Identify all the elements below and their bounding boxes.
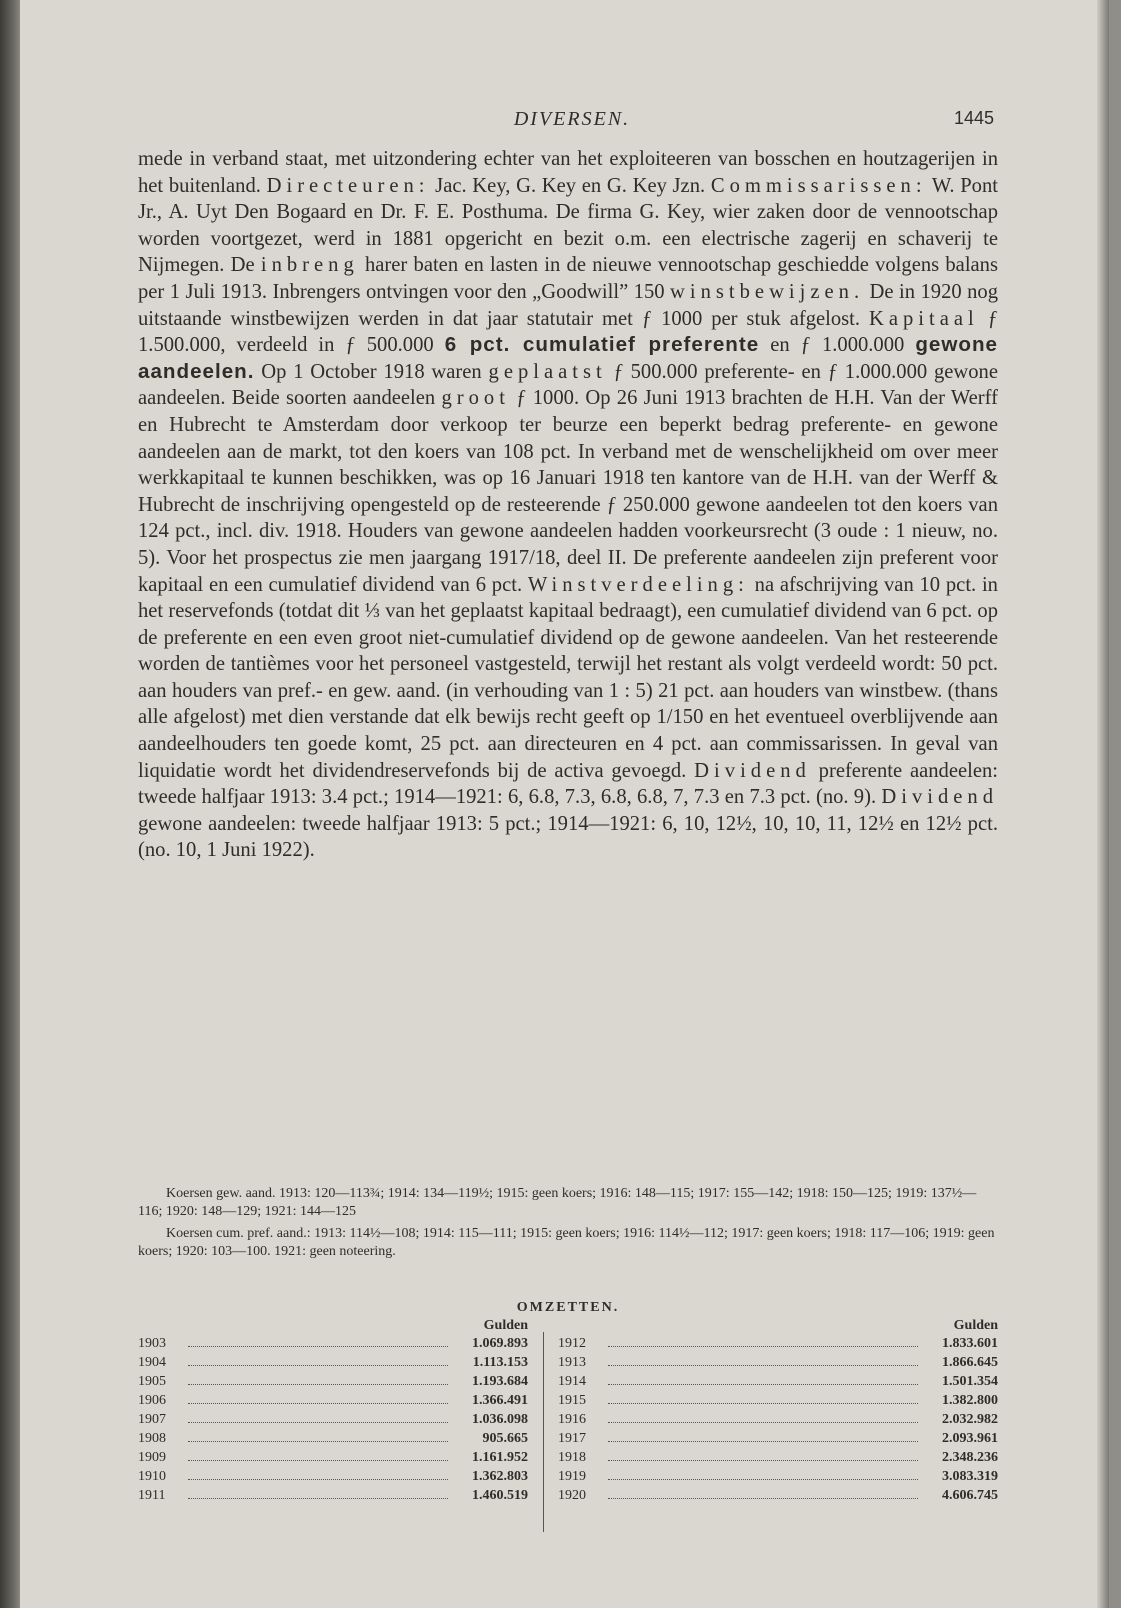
paragraph-segment: mede in verband staat, met uitzondering echter van het exploiteeren van bosschen en houtzagerijen in het buitenland. — [138, 148, 998, 197]
value-cell: 1.382.800 — [942, 1393, 998, 1408]
paragraph-segment: W. Pont Jr., A. Uyt Den Bogaard en Dr. F. E. Posthuma. De firma G. Key, wier zaken door de vennootschap worden voortgezet, werd in 1881 opgericht en bezit o.m. een electrische zagerij en schaverij te Nijmegen. De — [138, 174, 998, 277]
year-cell: 1918 — [558, 1450, 586, 1465]
main-paragraph — [138, 146, 998, 864]
paragraph-segment: inbreng — [260, 254, 359, 277]
unit-label-left: Gulden — [483, 1318, 528, 1333]
dot-leader — [608, 1346, 918, 1347]
year-cell: 1908 — [138, 1431, 166, 1446]
value-cell: 1.362.803 — [472, 1469, 528, 1484]
year-cell: 1906 — [138, 1393, 166, 1408]
table-row — [558, 1336, 998, 1355]
dot-leader — [188, 1460, 448, 1461]
paragraph-segment: ƒ 1000. Op 26 Juni 1913 brachten de H.H. Van der Werff en Hubrecht te Amsterdam door verkoop ter beurze een beperkt bedrag preferente- en gewone aandeelen aan de markt, tot den koers van 108 pct. In verband met de wenschelijkheid om over meer werkkapitaal te kunnen beschikken, was op 16 Januari 1918 ten kantore van de H.H. van der Werff & Hubrecht de inschrijving opengesteld op de resteerende ƒ 250.000 gewone aandeelen tot den koers van 124 pct., incl. div. 1918. Houders van gewone aandeelen hadden voorkeursrecht (3 oude : 1 nieuw, no. 5). Voor het prospectus zie men jaargang 1917/18, deel II. De preferente aandeelen zijn preferent voor kapitaal en een cumulatief dividend van 6 pct. — [138, 387, 998, 596]
company-description — [138, 146, 998, 864]
paragraph-segment: Dividend — [881, 786, 998, 809]
koersen-block — [138, 1185, 998, 1265]
dot-leader — [188, 1441, 448, 1442]
year-cell: 1909 — [138, 1450, 166, 1465]
value-cell: 3.083.319 — [942, 1469, 998, 1484]
koersen-preferente: Koersen cum. pref. aand.: 1913: 114½—108; 1914: 115—111; 1915: geen koers; 1916: 114½—112; 1917: geen koers; 1918: 117—106; 1919: geen koers; 1920: 103—100. 1921: geen noteering. — [138, 1226, 995, 1259]
paragraph-segment: winstbewijzen. — [670, 280, 865, 303]
table-row — [558, 1393, 998, 1412]
table-row — [558, 1355, 998, 1374]
table-row — [138, 1393, 528, 1412]
paragraph-segment: gewone aandeelen: tweede halfjaar 1913: 5 pct.; 1914—1921: 6, 10, 12½, 10, 10, 11, 12½ en 12½ pct. (no. 10, 1 Juni 1922). — [138, 812, 998, 862]
table-row — [558, 1431, 998, 1450]
paragraph-segment: preferente aandeelen: tweede halfjaar 1913: 3.4 pct.; 1914—1921: 6, 6.8, 7.3, 6.8, 6.8, 7, 7.3 en 7.3 pct. (no. 9). — [138, 759, 998, 809]
table-row — [558, 1469, 998, 1488]
paragraph-segment: ƒ 1.500.000, verdeeld in ƒ 500.000 — [138, 307, 999, 357]
table-row — [558, 1374, 998, 1393]
dot-leader — [188, 1346, 448, 1347]
dot-leader — [608, 1384, 918, 1385]
year-cell: 1917 — [558, 1431, 586, 1446]
year-cell: 1911 — [138, 1488, 166, 1503]
omzetten-title: OMZETTEN. — [516, 1300, 620, 1315]
paragraph-segment: Jac. Key, G. Key en G. Key Jzn. — [429, 174, 711, 197]
value-cell: 1.036.098 — [472, 1412, 528, 1427]
table-row — [558, 1488, 998, 1507]
dot-leader — [188, 1479, 448, 1480]
dot-leader — [608, 1441, 918, 1442]
value-cell: 1.366.491 — [472, 1393, 528, 1408]
omzetten-table — [138, 1300, 998, 1538]
dot-leader — [188, 1403, 448, 1404]
dot-leader — [608, 1403, 918, 1404]
column-divider — [543, 1332, 544, 1532]
paragraph-segment: Dividend — [694, 759, 811, 782]
dot-leader — [608, 1479, 918, 1480]
table-row — [138, 1374, 528, 1393]
value-cell: 1.866.645 — [942, 1355, 998, 1370]
value-cell: 1.069.893 — [472, 1336, 528, 1351]
table-row — [138, 1450, 528, 1469]
dot-leader — [608, 1460, 918, 1461]
year-cell: 1919 — [558, 1469, 586, 1484]
paragraph-segment: Kapitaal — [869, 307, 979, 330]
omzetten-left-column — [138, 1318, 528, 1507]
year-cell: 1903 — [138, 1336, 166, 1351]
year-cell: 1905 — [138, 1374, 166, 1389]
year-cell: 1904 — [138, 1355, 166, 1370]
unit-label-right: Gulden — [953, 1318, 998, 1333]
year-cell: 1913 — [558, 1355, 586, 1370]
value-cell: 4.606.745 — [942, 1488, 998, 1503]
year-cell: 1916 — [558, 1412, 586, 1427]
table-row — [138, 1336, 528, 1355]
table-row — [558, 1412, 998, 1431]
value-cell: 2.093.961 — [942, 1431, 998, 1446]
dot-leader — [188, 1384, 448, 1385]
table-row — [138, 1488, 528, 1507]
dot-leader — [188, 1365, 448, 1366]
value-cell: 2.032.982 — [942, 1412, 998, 1427]
paragraph-segment: geplaatst — [488, 360, 607, 383]
dot-leader — [188, 1498, 448, 1499]
table-row — [138, 1431, 528, 1450]
page-number: 1445 — [953, 108, 994, 128]
dot-leader — [188, 1422, 448, 1423]
value-cell: 1.193.684 — [472, 1374, 528, 1389]
year-cell: 1914 — [558, 1374, 586, 1389]
year-cell: 1910 — [138, 1469, 166, 1484]
paragraph-segment: Directeuren: — [266, 174, 430, 197]
year-cell: 1920 — [558, 1488, 586, 1503]
section-title: DIVERSEN. — [513, 108, 631, 130]
table-row — [138, 1469, 528, 1488]
table-row — [558, 1450, 998, 1469]
paragraph-segment: Winstverdeeling: — [527, 573, 749, 596]
paragraph-segment: De in 1920 nog uitstaande winstbewijzen werden in dat jaar statutair met ƒ 1000 per stuk afgelost. — [138, 280, 998, 330]
running-header — [150, 108, 994, 140]
dot-leader — [608, 1365, 918, 1366]
paragraph-segment: Commissarissen: — [710, 174, 927, 197]
year-cell: 1915 — [558, 1393, 586, 1408]
paragraph-segment: groot — [441, 387, 510, 410]
paragraph-segment: 6 pct. cumulatief preferente — [444, 333, 760, 357]
dot-leader — [608, 1422, 918, 1423]
year-cell: 1912 — [558, 1336, 586, 1351]
value-cell: 1.501.354 — [942, 1374, 998, 1389]
paragraph-segment: Op 1 October 1918 waren — [254, 360, 489, 383]
koersen-gewone: Koersen gew. aand. 1913: 120—113¾; 1914: 134—119½; 1915: geen koers; 1916: 148—115; 1917: 155—142; 1918: 150—125; 1919: 137½—116; 1920: 148—129; 1921: 144—125 — [138, 1186, 977, 1219]
value-cell: 1.113.153 — [472, 1355, 528, 1370]
paragraph-segment: ƒ 500.000 preferente- en ƒ 1.000.000 gewone aandeelen. Beide soorten aandeelen — [138, 360, 998, 410]
page-edge — [1097, 0, 1109, 1608]
paragraph-segment: en ƒ 1.000.000 — [759, 334, 916, 357]
value-cell: 1.833.601 — [942, 1336, 998, 1351]
paragraph-segment: gewone aandeelen. — [138, 333, 999, 383]
book-page — [20, 0, 1109, 1608]
paragraph-segment: na afschrijving van 10 pct. in het reservefonds (totdat dit ⅓ van het geplaatst kapitaal bedraagt), een cumulatief dividend van 6 pct. op de preferente en een even groot niet-cumulatief dividend op de gewone aandeelen. Van het resteerende worden de tantièmes voor het personeel vastgesteld, terwijl het restant als volgt verdeeld wordt: 50 pct. aan houders van pref.- en gew. aand. (in verhouding van 1 : 5) 21 pct. aan houders van winstbew. (thans alle afgelost) met dien verstande dat elk bewijs recht geeft op 1/150 en het eventueel overblijvende aan aandeelhouders ten goede komt, 25 pct. aan directeuren en 4 pct. aan commissarissen. In geval van liquidatie wordt het dividendreservefonds bij de activa gevoegd. — [138, 573, 998, 782]
value-cell: 905.665 — [482, 1431, 528, 1446]
table-row — [138, 1412, 528, 1431]
dot-leader — [608, 1498, 918, 1499]
omzetten-right-column — [558, 1318, 998, 1507]
value-cell: 2.348.236 — [942, 1450, 998, 1465]
value-cell: 1.460.519 — [472, 1488, 528, 1503]
table-row — [138, 1355, 528, 1374]
paragraph-segment: harer baten en lasten in de nieuwe vennootschap geschiedde volgens balans per 1 Juli 1913. Inbrengers ontvingen voor den „Goodwill” 150 — [138, 254, 998, 303]
value-cell: 1.161.952 — [472, 1450, 528, 1465]
year-cell: 1907 — [138, 1412, 166, 1427]
